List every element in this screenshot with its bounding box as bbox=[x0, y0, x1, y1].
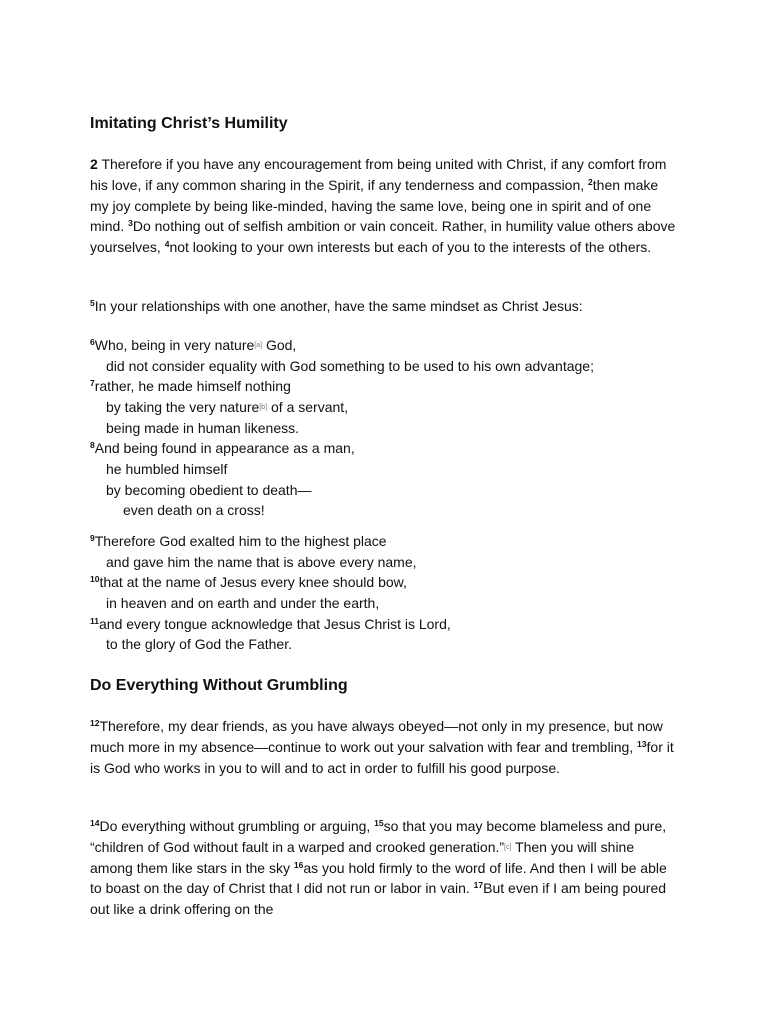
footnote-link[interactable]: [c] bbox=[504, 843, 512, 851]
poem-text: of a servant, bbox=[271, 399, 349, 415]
poem-line bbox=[90, 438, 355, 458]
poem-line bbox=[90, 614, 451, 634]
paragraph-verses-1-4 bbox=[90, 154, 680, 258]
poem-line: to the glory of God the Father. bbox=[106, 636, 292, 652]
poem-text: that at the name of Jesus every knee should bow, bbox=[99, 574, 407, 590]
verse-number: 10 bbox=[90, 574, 100, 584]
verse-number: 13 bbox=[637, 738, 647, 749]
verse-3-text: Do nothing out of selfish ambition or vain conceit. Rather, in humility value others above yourselves, bbox=[90, 218, 676, 256]
poem-text: Therefore God exalted him to the highest place bbox=[94, 533, 387, 549]
verse-number: 4 bbox=[164, 239, 170, 250]
verse-16-text: as you hold firmly to the word of life. And then I will be able to boast on the day of Christ that I did not run or labor in vain. bbox=[90, 859, 667, 897]
verse-number: 16 bbox=[293, 859, 304, 870]
poem-text: and every tongue acknowledge that Jesus Christ is Lord, bbox=[99, 616, 451, 632]
poem-line bbox=[106, 397, 348, 417]
verse-number: 12 bbox=[90, 718, 100, 728]
verse-number: 9 bbox=[90, 533, 95, 543]
verse-1-text: Therefore if you have any encouragement from being united with Christ, if any comfort from his love, if any common sharing in the Spirit, if any tenderness and compassion, bbox=[90, 156, 667, 193]
poem-line: did not consider equality with God something to be used to his own advantage; bbox=[106, 358, 594, 374]
chapter-number: 2 bbox=[90, 156, 98, 172]
verse-number: 5 bbox=[90, 298, 95, 308]
verse-5-text: In your relationships with one another, have the same mindset as Christ Jesus: bbox=[94, 298, 583, 314]
poem-line: in heaven and on earth and under the earth, bbox=[106, 595, 380, 611]
paragraph-verses-14-17 bbox=[90, 816, 680, 920]
verse-number: 2 bbox=[588, 176, 593, 187]
poem-line bbox=[90, 376, 291, 396]
verse-number: 11 bbox=[90, 616, 99, 626]
verse-15-text: so that you may become blameless and pure, “children of God without fault in a warped and crooked generation.” bbox=[90, 818, 667, 855]
poem-line: even death on a cross! bbox=[123, 502, 265, 518]
verse-number: 7 bbox=[90, 378, 95, 388]
section-heading-grumbling: Do Everything Without Grumbling bbox=[90, 677, 348, 694]
section-heading-humility: Imitating Christ’s Humility bbox=[90, 115, 288, 132]
verse-15b-text: Then you will shine among them like stars in the sky bbox=[90, 838, 635, 876]
footnote-link[interactable]: [a] bbox=[254, 342, 263, 349]
verse-number: 6 bbox=[90, 337, 95, 347]
verse-17-text: But even if I am being poured out like a drink offering on the bbox=[90, 880, 667, 918]
poem-text: Who, being in very nature bbox=[94, 337, 255, 353]
poem-line: and gave him the name that is above every name, bbox=[106, 554, 417, 570]
poem-text: by taking the very nature bbox=[106, 399, 260, 415]
verse-12-text: Therefore, my dear friends, as you have always obeyed—not only in my presence, but now much more in my absence—continue to work out your salvation with fear and trembling, bbox=[90, 718, 663, 755]
footnote-link[interactable]: [b] bbox=[259, 404, 268, 411]
verse-14-text: Do everything without grumbling or arguing, bbox=[99, 818, 371, 834]
verse-number: 8 bbox=[90, 440, 95, 450]
verse-number: 17 bbox=[473, 880, 484, 891]
poem-line bbox=[90, 531, 387, 551]
paragraph-verse-5 bbox=[90, 296, 680, 317]
poem-line: by becoming obedient to death— bbox=[106, 482, 312, 498]
paragraph-verses-12-13 bbox=[90, 716, 680, 778]
verse-2-text: then make my joy complete by being like-minded, having the same love, being one in spirit and of one mind. bbox=[90, 176, 659, 235]
poem-text: rather, he made himself nothing bbox=[94, 378, 291, 394]
verse-number: 3 bbox=[128, 218, 133, 229]
poem-text: And being found in appearance as a man, bbox=[94, 440, 355, 456]
verse-13-text: for it is God who works in you to will and to act in order to fulfill his good purpose. bbox=[90, 738, 674, 776]
poem-line bbox=[90, 572, 407, 592]
poem-line: being made in human likeness. bbox=[106, 420, 300, 436]
poem-line bbox=[90, 335, 296, 355]
poem-line: he humbled himself bbox=[106, 461, 228, 477]
verse-number: 14 bbox=[90, 818, 100, 828]
verse-4-text: not looking to your own interests but each of you to the interests of the others. bbox=[169, 239, 652, 256]
poem-text: God, bbox=[265, 337, 297, 353]
verse-number: 15 bbox=[374, 818, 384, 828]
